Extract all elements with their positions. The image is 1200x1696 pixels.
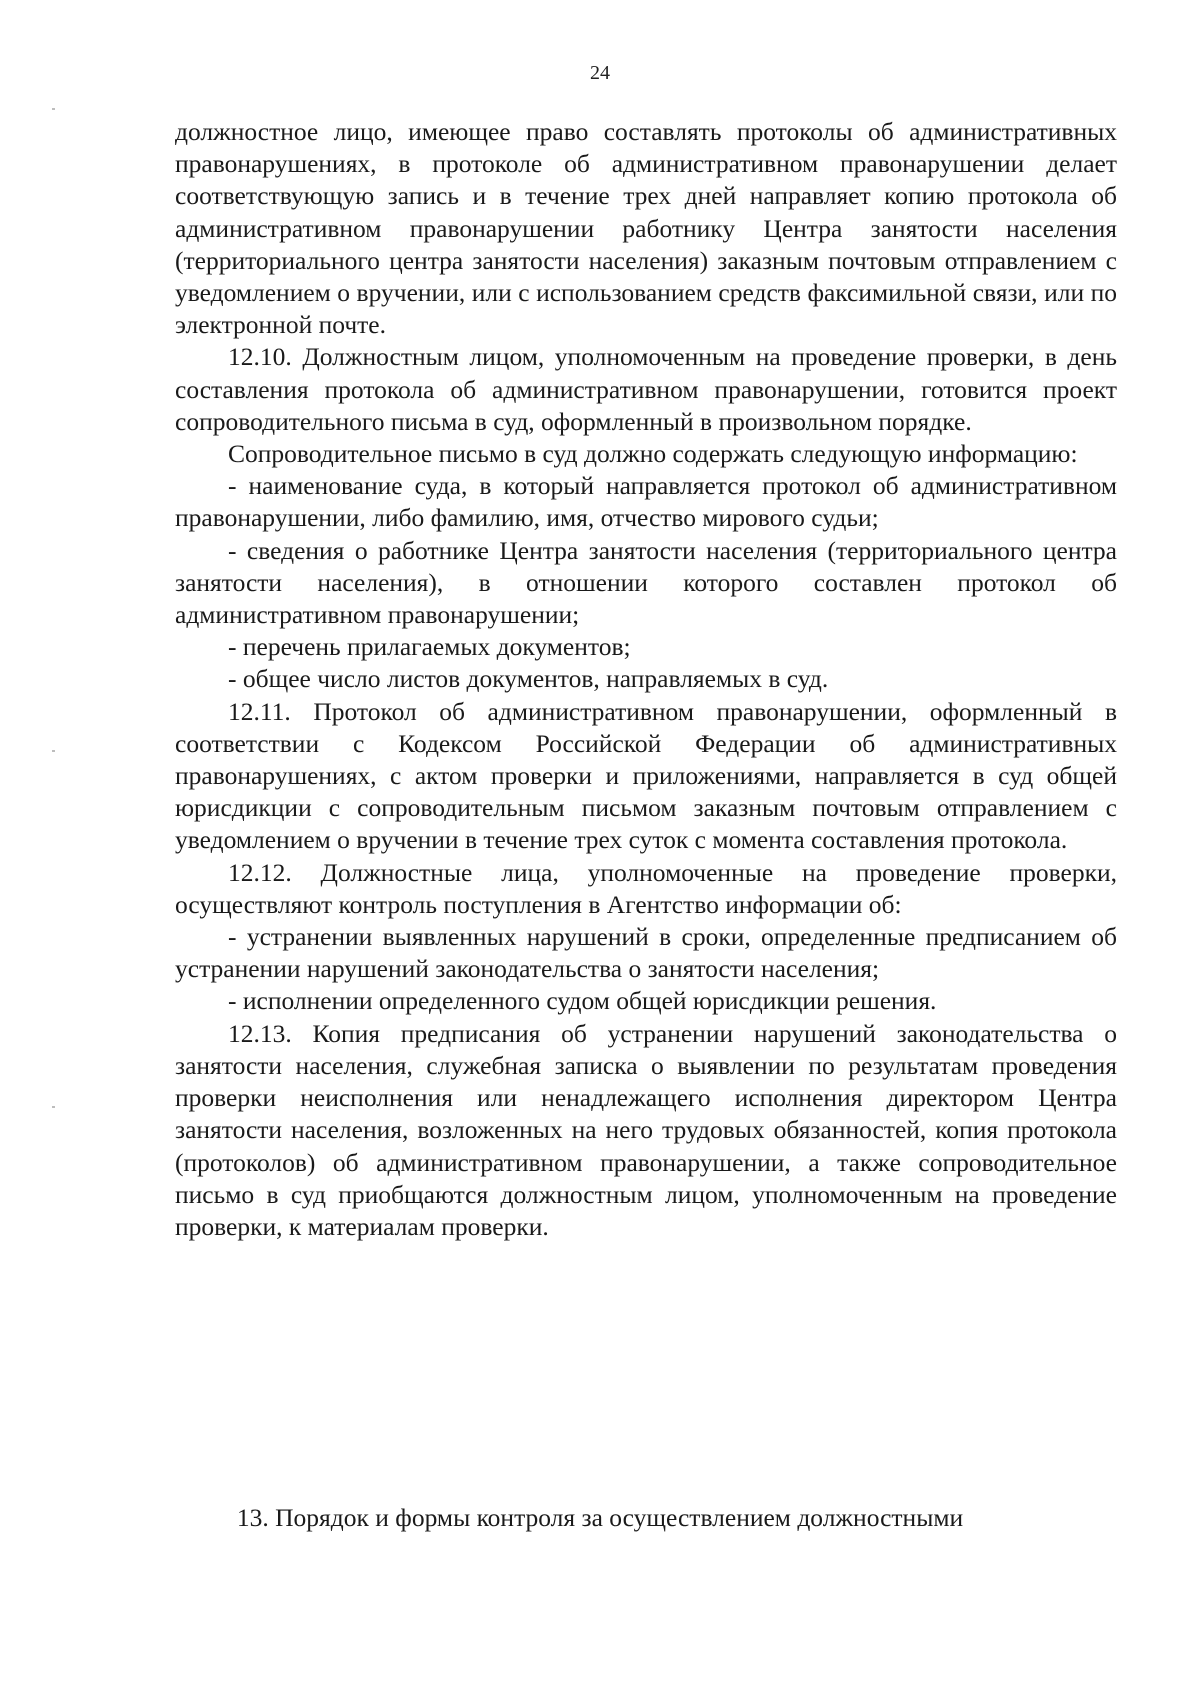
list-item-elimination: - устранении выявленных нарушений в сроки, определенные предписанием об устранении нарушений законодательства о занятости населения;: [175, 922, 1117, 984]
paragraph-12-12: 12.12. Должностные лица, уполномоченные на проведение проверки, осуществляют контроль поступления в Агентство информации об:: [175, 857, 1117, 919]
paragraph-continuation: должностное лицо, имеющее право составлять протоколы об административных правонарушениях, в протоколе об административном правонарушении делает соответствующую запись и в течение трех дней направляет копию протокола об административном правонарушении работнику Центра занятости населения (территориального центра занятости населения) заказным почтовым отправлением с уведомлением о вручении, или с использованием средств факсимильной связи, или по электронной почте.: [175, 117, 1117, 340]
list-item-attached-documents: - перечень прилагаемых документов;: [228, 632, 631, 662]
list-item-employee-info: - сведения о работнике Центра занятости населения (территориального центра занятости населения), в отношении которого составлен протокол об административном правонарушении;: [175, 535, 1117, 630]
scan-artifact: [52, 108, 55, 110]
paragraph-12-10: 12.10. Должностным лицом, уполномоченным на проведение проверки, в день составления протокола об административном правонарушении, готовится проект сопроводительного письма в суд, оформленный в произвольном порядке.: [175, 342, 1117, 436]
paragraph-12-13: 12.13. Копия предписания об устранении нарушений законодательства о занятости населения, служебная записка о выявлении по результатам проведения проверки неисполнения или ненадлежащего исполнения директором Центра занятости населения, возложенных на него трудовых обязанностей, копия протокола (протоколов) об административном правонарушении, а также сопроводительное письмо в суд приобщаются должностным лицом, уполномоченным на проведение проверки, к материалам проверки.: [175, 1018, 1117, 1241]
list-item-court-name: - наименование суда, в который направляется протокол об административном правонарушении, либо фамилию, имя, отчество мирового судьи;: [175, 471, 1117, 533]
list-item-sheet-count: - общее число листов документов, направляемых в суд.: [228, 664, 829, 694]
paragraph-12-11: 12.11. Протокол об административном правонарушении, оформленный в соответствии с Кодексом Российской Федерации об административных правонарушениях, с актом проверки и приложениями, направляется в суд общей юрисдикции с сопроводительным письмом заказным почтовым отправлением с уведомлением о вручении в течение трех суток с момента составления протокола.: [175, 696, 1117, 855]
paragraph-letter-contents: Сопроводительное письмо в суд должно содержать следующую информацию:: [228, 439, 1078, 469]
document-body: [175, 116, 1117, 1243]
list-item-court-decision: - исполнении определенного судом общей юрисдикции решения.: [228, 986, 937, 1016]
page-number: 24: [590, 62, 610, 84]
scan-artifact: [52, 750, 55, 752]
section-heading: 13. Порядок и формы контроля за осуществлением должностными: [236, 1503, 964, 1532]
scan-artifact: [52, 1106, 55, 1108]
